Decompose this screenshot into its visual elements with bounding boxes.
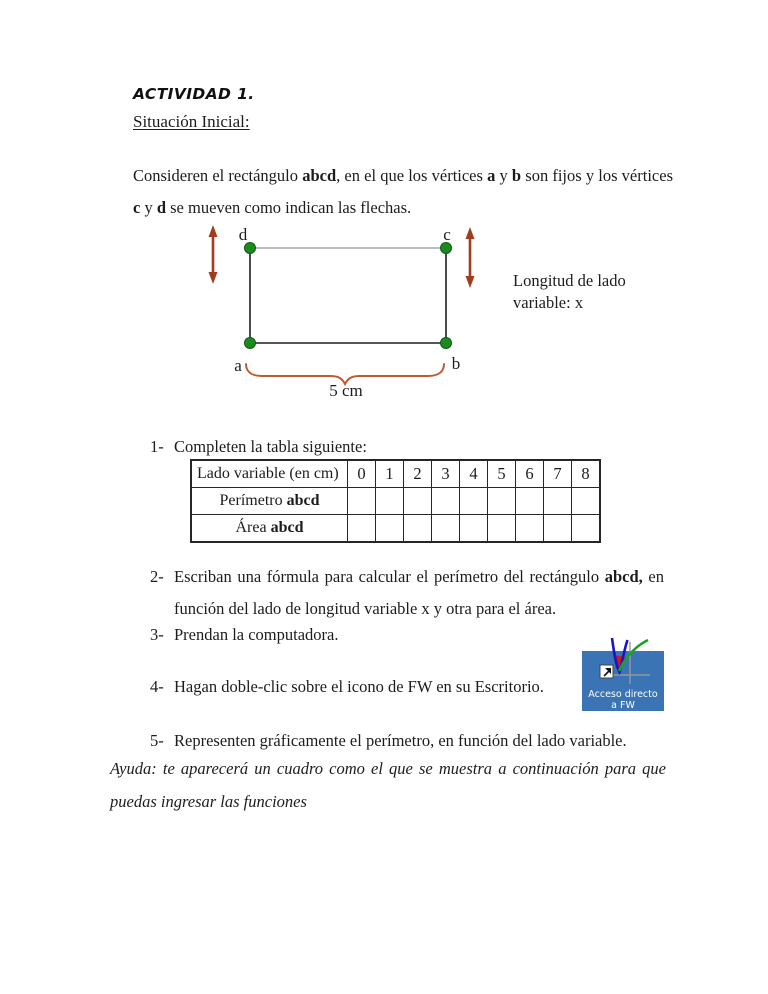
right-double-arrow-icon xyxy=(466,227,475,288)
intro-paragraph xyxy=(133,160,673,224)
bold-text: a xyxy=(487,166,496,185)
table-column-2: 2 xyxy=(404,460,432,488)
table-header-row xyxy=(191,460,600,488)
text: en función del lado de longitud variable x y otra para el área. xyxy=(174,567,665,618)
vertex-label-a: a xyxy=(234,356,242,375)
table-empty-cell xyxy=(572,488,601,515)
table-empty-cell xyxy=(516,515,544,543)
bold-text: d xyxy=(156,198,167,217)
list-item-3 xyxy=(150,619,338,651)
bold-text: c xyxy=(133,198,141,217)
table-empty-cell xyxy=(404,515,432,543)
text: y xyxy=(495,166,512,185)
list-item-4 xyxy=(150,671,544,703)
left-double-arrow-icon xyxy=(209,225,218,284)
bold-text: abcd xyxy=(286,492,320,509)
table-column-0: 0 xyxy=(348,460,376,488)
text: se mueven como indican las flechas. xyxy=(166,198,412,217)
vertex-dot-b xyxy=(441,338,452,349)
table-empty-cell xyxy=(572,515,601,543)
bold-text: abcd xyxy=(302,166,337,185)
table-row-perimeter-label xyxy=(191,488,348,515)
table-empty-cell xyxy=(348,488,376,515)
values-table xyxy=(190,459,601,543)
table-empty-cell xyxy=(432,515,460,543)
text: , en el que los vértices xyxy=(336,166,488,185)
text: Área xyxy=(235,519,271,536)
rectangle-diagram xyxy=(200,218,680,404)
shortcut-caption-line2: a FW xyxy=(611,700,635,711)
bold-text: abcd xyxy=(270,519,304,536)
table-empty-cell xyxy=(432,488,460,515)
vertex-label-b: b xyxy=(451,354,461,373)
table-empty-cell xyxy=(460,515,488,543)
vertex-dot-d xyxy=(245,243,256,254)
shortcut-caption-line1: Acceso directo xyxy=(588,689,658,700)
variable-side-note-line2: variable: x xyxy=(513,293,584,312)
bold-text: abcd, xyxy=(604,567,643,586)
table-empty-cell xyxy=(516,488,544,515)
help-note: Ayuda: te aparecerá un cuadro como el que se muestra a continuación para que puedas ingresar las funciones xyxy=(110,759,666,811)
bold-text: b xyxy=(511,166,522,185)
table-column-7: 7 xyxy=(544,460,572,488)
table-column-4: 4 xyxy=(460,460,488,488)
list-item-5-text: Representen gráficamente el perímetro, en función del lado variable. xyxy=(174,731,627,750)
table-column-8: 8 xyxy=(572,460,601,488)
table-column-1: 1 xyxy=(376,460,404,488)
table-empty-cell xyxy=(376,488,404,515)
vertex-label-c: c xyxy=(443,225,451,244)
vertex-dot-a xyxy=(245,338,256,349)
fw-shortcut-icon xyxy=(580,634,666,714)
list-item-3-number: 3- xyxy=(150,625,164,644)
page-title: ACTIVIDAD 1. xyxy=(133,85,255,103)
text: Perímetro xyxy=(219,492,287,509)
list-item-2 xyxy=(150,561,664,625)
list-item-4-number: 4- xyxy=(150,677,164,696)
base-measure-label: 5 cm xyxy=(329,381,363,400)
vertex-dot-c xyxy=(441,243,452,254)
shortcut-arrow-badge-icon xyxy=(600,665,613,678)
list-item-4-text: Hagan doble-clic sobre el icono de FW en su Escritorio. xyxy=(174,677,544,696)
vertex-label-d: d xyxy=(238,225,248,244)
table-empty-cell xyxy=(544,488,572,515)
text: Escriban una fórmula para calcular el perímetro del rectángulo xyxy=(174,567,605,586)
table-header-label: Lado variable (en cm) xyxy=(191,460,348,488)
table-empty-cell xyxy=(488,515,516,543)
list-item-2-number: 2- xyxy=(150,567,164,586)
list-item-3-text: Prendan la computadora. xyxy=(174,625,339,644)
table-row-area-label xyxy=(191,515,348,543)
list-item-1-number: 1- xyxy=(150,437,164,456)
list-item-2-text xyxy=(174,561,664,625)
table-empty-cell xyxy=(460,488,488,515)
variable-side-note-line1: Longitud de lado xyxy=(513,271,626,290)
text: son fijos y los vértices xyxy=(521,166,673,185)
table-empty-cell xyxy=(544,515,572,543)
table-empty-cell xyxy=(404,488,432,515)
table-column-5: 5 xyxy=(488,460,516,488)
table-empty-cell xyxy=(488,488,516,515)
section-heading: Situación Inicial: xyxy=(133,112,250,131)
table-empty-cell xyxy=(348,515,376,543)
table-column-6: 6 xyxy=(516,460,544,488)
table-empty-cell xyxy=(376,515,404,543)
table-row-area xyxy=(191,515,600,543)
text: Consideren el rectángulo xyxy=(133,166,303,185)
text: y xyxy=(140,198,157,217)
list-item-1-text: Completen la tabla siguiente: xyxy=(174,437,367,456)
table-row-perimeter xyxy=(191,488,600,515)
table-column-3: 3 xyxy=(432,460,460,488)
list-item-5-number: 5- xyxy=(150,731,164,750)
